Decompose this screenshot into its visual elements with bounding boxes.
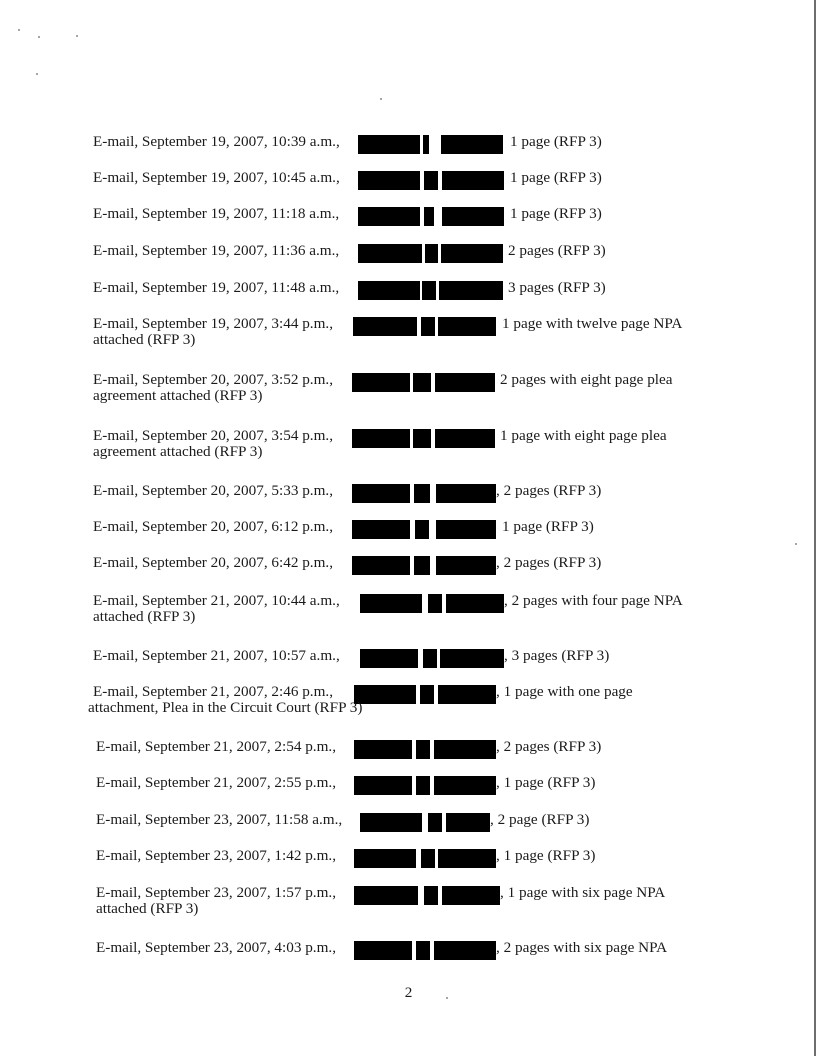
email-entry xyxy=(0,314,817,354)
entry-description: E-mail, September 20, 2007, 6:42 p.m., xyxy=(93,554,334,571)
entry-page-count: 2 pages (RFP 3) xyxy=(508,242,606,259)
entry-description: E-mail, September 23, 2007, 4:03 p.m., xyxy=(96,939,337,956)
email-entry xyxy=(0,132,817,172)
redaction-block xyxy=(424,886,438,905)
scan-speck xyxy=(36,73,38,75)
redaction-block xyxy=(436,556,496,575)
redaction-block xyxy=(442,171,504,190)
redaction-block xyxy=(413,373,431,392)
entry-page-count: , 2 pages (RFP 3) xyxy=(496,482,602,499)
redaction-block xyxy=(438,317,496,336)
redaction-block xyxy=(440,649,504,668)
redaction-block xyxy=(354,849,416,868)
redaction-block xyxy=(446,594,504,613)
redaction-block xyxy=(436,520,496,539)
email-entry xyxy=(0,241,817,281)
entry-description: E-mail, September 21, 2007, 10:57 a.m., xyxy=(93,647,340,664)
entry-description: E-mail, September 19, 2007, 10:39 a.m., xyxy=(93,133,340,150)
entry-page-count: , 1 page with one page xyxy=(496,683,633,700)
redaction-block xyxy=(352,556,410,575)
email-entry xyxy=(0,883,817,923)
redaction-block xyxy=(442,886,500,905)
email-entry xyxy=(0,517,817,557)
redaction-block xyxy=(416,740,430,759)
redaction-block xyxy=(352,484,410,503)
redaction-block xyxy=(415,520,429,539)
entry-description: E-mail, September 19, 2007, 3:44 p.m., xyxy=(93,315,334,332)
redaction-block xyxy=(436,484,496,503)
redaction-block xyxy=(434,740,496,759)
redaction-block xyxy=(428,594,442,613)
redaction-block xyxy=(421,317,435,336)
redaction-block xyxy=(413,429,431,448)
redaction-block xyxy=(424,171,438,190)
entry-description: E-mail, September 21, 2007, 2:54 p.m., xyxy=(96,738,337,755)
redaction-block xyxy=(435,429,495,448)
redaction-block xyxy=(353,317,417,336)
email-entry xyxy=(0,682,817,722)
page-number: 2 xyxy=(404,984,413,1001)
entry-continuation: attached (RFP 3) xyxy=(93,608,196,625)
entry-description: E-mail, September 20, 2007, 3:54 p.m., xyxy=(93,427,334,444)
email-entry xyxy=(0,737,817,777)
redaction-block xyxy=(358,135,420,154)
entry-page-count: , 2 pages (RFP 3) xyxy=(496,738,602,755)
redaction-block xyxy=(439,281,503,300)
redaction-block xyxy=(360,594,422,613)
email-entry xyxy=(0,646,817,686)
redaction-block xyxy=(428,813,442,832)
entry-description: E-mail, September 19, 2007, 11:48 a.m., xyxy=(93,279,340,296)
entry-description: E-mail, September 20, 2007, 3:52 p.m., xyxy=(93,371,334,388)
redaction-block xyxy=(354,941,412,960)
redaction-block xyxy=(420,685,434,704)
entry-description: E-mail, September 19, 2007, 11:36 a.m., xyxy=(93,242,340,259)
entry-description: E-mail, September 20, 2007, 6:12 p.m., xyxy=(93,518,334,535)
redaction-block xyxy=(352,520,410,539)
redaction-block xyxy=(441,244,503,263)
entry-page-count: , 2 pages with four page NPA xyxy=(504,592,683,609)
scan-speck xyxy=(18,29,20,31)
redaction-block xyxy=(442,207,504,226)
entry-description: E-mail, September 21, 2007, 10:44 a.m., xyxy=(93,592,340,609)
entry-description: E-mail, September 23, 2007, 11:58 a.m., xyxy=(96,811,343,828)
redaction-block xyxy=(434,776,496,795)
email-entry xyxy=(0,938,817,978)
entry-page-count: 1 page (RFP 3) xyxy=(510,133,602,150)
entry-description: E-mail, September 19, 2007, 10:45 a.m., xyxy=(93,169,340,186)
redaction-block xyxy=(425,244,438,263)
entry-page-count: , 1 page with six page NPA xyxy=(500,884,666,901)
redaction-block xyxy=(446,813,490,832)
redaction-block xyxy=(435,373,495,392)
redaction-block xyxy=(414,484,430,503)
entry-description: E-mail, September 20, 2007, 5:33 p.m., xyxy=(93,482,334,499)
redaction-block xyxy=(416,941,430,960)
entry-page-count: 1 page (RFP 3) xyxy=(510,169,602,186)
redaction-block xyxy=(416,776,430,795)
redaction-block xyxy=(352,429,410,448)
redaction-block xyxy=(421,849,435,868)
entry-page-count: , 2 page (RFP 3) xyxy=(490,811,590,828)
email-entry xyxy=(0,204,817,244)
redaction-block xyxy=(358,244,422,263)
entry-description: E-mail, September 23, 2007, 1:57 p.m., xyxy=(96,884,337,901)
email-entry xyxy=(0,370,817,410)
redaction-block xyxy=(358,281,420,300)
entry-page-count: , 3 pages (RFP 3) xyxy=(504,647,610,664)
redaction-block xyxy=(423,649,437,668)
entry-page-count: 1 page with eight page plea xyxy=(500,427,667,444)
entry-page-count: 1 page (RFP 3) xyxy=(502,518,594,535)
scan-speck xyxy=(38,36,40,38)
email-entry xyxy=(0,278,817,318)
redaction-block xyxy=(358,171,420,190)
redaction-block xyxy=(360,649,418,668)
entry-page-count: , 2 pages with six page NPA xyxy=(496,939,668,956)
entry-page-count: , 1 page (RFP 3) xyxy=(496,847,596,864)
email-entry xyxy=(0,481,817,521)
entry-page-count: 2 pages with eight page plea xyxy=(500,371,673,388)
entry-continuation: attachment, Plea in the Circuit Court (RFP 3) xyxy=(88,699,363,716)
email-entry xyxy=(0,553,817,593)
email-entry xyxy=(0,426,817,466)
redaction-block xyxy=(354,886,418,905)
redaction-block xyxy=(360,813,422,832)
entry-description: E-mail, September 23, 2007, 1:42 p.m., xyxy=(96,847,337,864)
redaction-block xyxy=(441,135,503,154)
entry-continuation: agreement attached (RFP 3) xyxy=(93,387,263,404)
scan-speck xyxy=(76,35,78,37)
redaction-block xyxy=(358,207,420,226)
entry-description: E-mail, September 19, 2007, 11:18 a.m., xyxy=(93,205,340,222)
redaction-block xyxy=(354,776,412,795)
email-entry xyxy=(0,846,817,886)
email-entry xyxy=(0,810,817,850)
redaction-block xyxy=(422,281,436,300)
email-entry xyxy=(0,168,817,208)
entry-description: E-mail, September 21, 2007, 2:55 p.m., xyxy=(96,774,337,791)
entry-page-count: , 2 pages (RFP 3) xyxy=(496,554,602,571)
redaction-block xyxy=(438,685,496,704)
redaction-block xyxy=(352,373,410,392)
entry-page-count: , 1 page (RFP 3) xyxy=(496,774,596,791)
redaction-block xyxy=(434,941,496,960)
entry-continuation: agreement attached (RFP 3) xyxy=(93,443,263,460)
entry-page-count: 1 page (RFP 3) xyxy=(510,205,602,222)
redaction-block xyxy=(354,685,416,704)
entry-continuation: attached (RFP 3) xyxy=(93,331,196,348)
entry-page-count: 3 pages (RFP 3) xyxy=(508,279,606,296)
redaction-block xyxy=(423,135,429,154)
redaction-block xyxy=(438,849,496,868)
email-entry xyxy=(0,773,817,813)
entry-continuation: attached (RFP 3) xyxy=(96,900,199,917)
scan-speck xyxy=(380,98,382,100)
redaction-block xyxy=(354,740,412,759)
entry-description: E-mail, September 21, 2007, 2:46 p.m., xyxy=(93,683,334,700)
redaction-block xyxy=(414,556,430,575)
entry-page-count: 1 page with twelve page NPA xyxy=(502,315,683,332)
redaction-block xyxy=(424,207,434,226)
email-entry xyxy=(0,591,817,631)
